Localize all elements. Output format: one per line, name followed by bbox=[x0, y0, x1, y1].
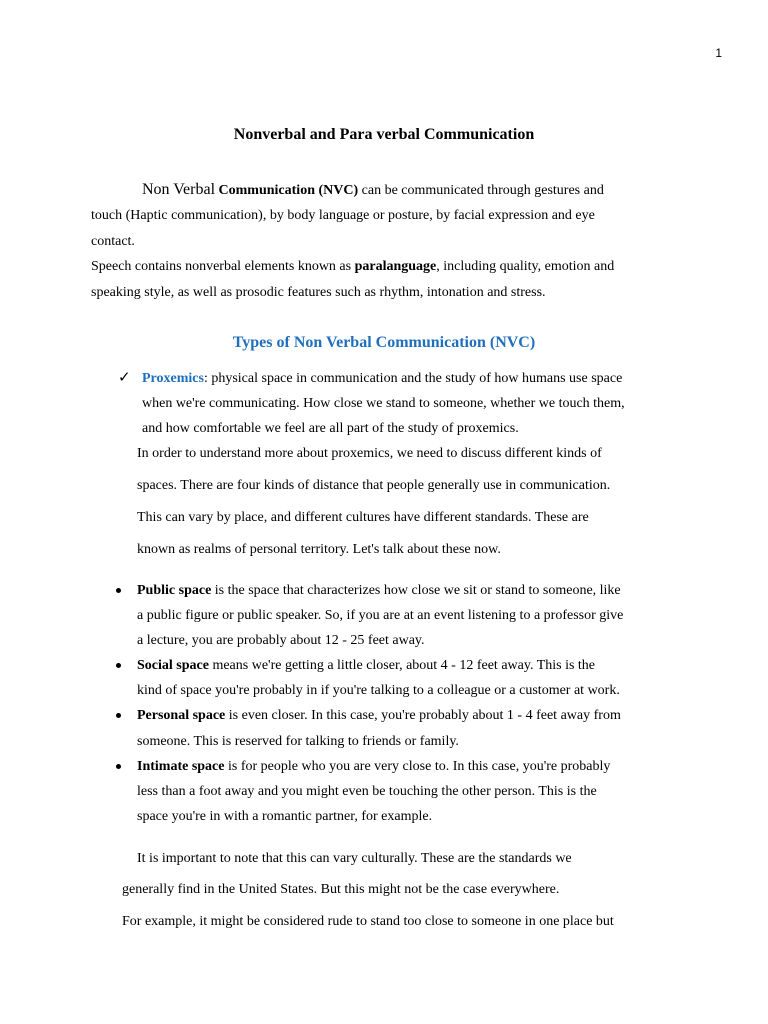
intro-lead-bold: Communication (NVC) bbox=[218, 183, 359, 198]
closing-line-3: For example, it might be considered rude to stand too close to someone in one place but bbox=[122, 914, 614, 929]
bullet-icon bbox=[116, 588, 121, 593]
paralanguage-term: paralanguage bbox=[354, 259, 437, 274]
proxemics-para-line-1: In order to understand more about proxemics, we need to discuss different kinds of bbox=[137, 446, 602, 461]
proxemics-line-1-rest: : physical space in communication and the study of how humans use space bbox=[203, 371, 623, 386]
intro-line-2: touch (Haptic communication), by body language or posture, by facial expression and eye bbox=[91, 208, 595, 223]
personal-space-line-1 bbox=[137, 707, 621, 725]
intro-line-4 bbox=[91, 258, 614, 276]
public-space-line-1 bbox=[137, 582, 621, 600]
bullet-icon bbox=[116, 663, 121, 668]
proxemics-line-1 bbox=[142, 370, 622, 388]
closing-line-2: generally find in the United States. But this might not be the case everywhere. bbox=[122, 882, 560, 897]
page-number: 1 bbox=[715, 46, 722, 60]
social-space-rest: means we're getting a little closer, about 4 - 12 feet away. This is the bbox=[208, 658, 596, 673]
social-space-line-1 bbox=[137, 657, 595, 675]
intimate-space-line-1 bbox=[137, 758, 610, 776]
public-space-term: Public space bbox=[137, 583, 212, 598]
bullet-icon bbox=[116, 713, 121, 718]
intimate-space-term: Intimate space bbox=[137, 759, 225, 774]
section-heading: Types of Non Verbal Communication (NVC) bbox=[232, 334, 536, 351]
public-space-rest: is the space that characterizes how close we sit or stand to someone, like bbox=[211, 583, 621, 598]
proxemics-para-line-3: This can vary by place, and different cultures have different standards. These are bbox=[137, 510, 589, 525]
intro-lead-term: Non Verbal bbox=[142, 181, 216, 198]
proxemics-line-3: and how comfortable we feel are all part of the study of proxemics. bbox=[142, 421, 519, 436]
proxemics-para-line-4: known as realms of personal territory. Let's talk about these now. bbox=[137, 542, 501, 557]
public-space-line-3: a lecture, you are probably about 12 - 25 feet away. bbox=[137, 633, 425, 648]
intro-line-1-rest: can be communicated through gestures and bbox=[358, 183, 604, 198]
intro-line-4-pre: Speech contains nonverbal elements known as bbox=[91, 259, 355, 274]
checkmark-icon: ✓ bbox=[118, 368, 131, 386]
personal-space-rest: is even closer. In this case, you're probably about 1 - 4 feet away from bbox=[225, 708, 621, 723]
document-title: Nonverbal and Para verbal Communication bbox=[233, 126, 535, 143]
public-space-line-2: a public figure or public speaker. So, if you are at an event listening to a professor give bbox=[137, 608, 624, 623]
social-space-term: Social space bbox=[137, 658, 209, 673]
intro-line-1 bbox=[142, 181, 604, 200]
personal-space-term: Personal space bbox=[137, 708, 226, 723]
proxemics-line-2: when we're communicating. How close we stand to someone, whether we touch them, bbox=[142, 396, 625, 411]
intimate-space-line-3: space you're in with a romantic partner, for example. bbox=[137, 809, 433, 824]
intimate-space-line-2: less than a foot away and you might even be touching the other person. This is the bbox=[137, 784, 597, 799]
intro-line-5: speaking style, as well as prosodic features such as rhythm, intonation and stress. bbox=[91, 285, 546, 300]
intimate-space-rest: is for people who you are very close to. In this case, you're probably bbox=[224, 759, 611, 774]
proxemics-para-line-2: spaces. There are four kinds of distance that people generally use in communication. bbox=[137, 478, 611, 493]
social-space-line-2: kind of space you're probably in if you're talking to a colleague or a customer at work. bbox=[137, 683, 620, 698]
intro-line-4-post: , including quality, emotion and bbox=[436, 259, 615, 274]
bullet-icon bbox=[116, 764, 121, 769]
personal-space-line-2: someone. This is reserved for talking to friends or family. bbox=[137, 734, 459, 749]
intro-line-3: contact. bbox=[91, 234, 135, 249]
proxemics-term: Proxemics bbox=[142, 371, 204, 386]
closing-line-1: It is important to note that this can vary culturally. These are the standards we bbox=[137, 851, 572, 866]
